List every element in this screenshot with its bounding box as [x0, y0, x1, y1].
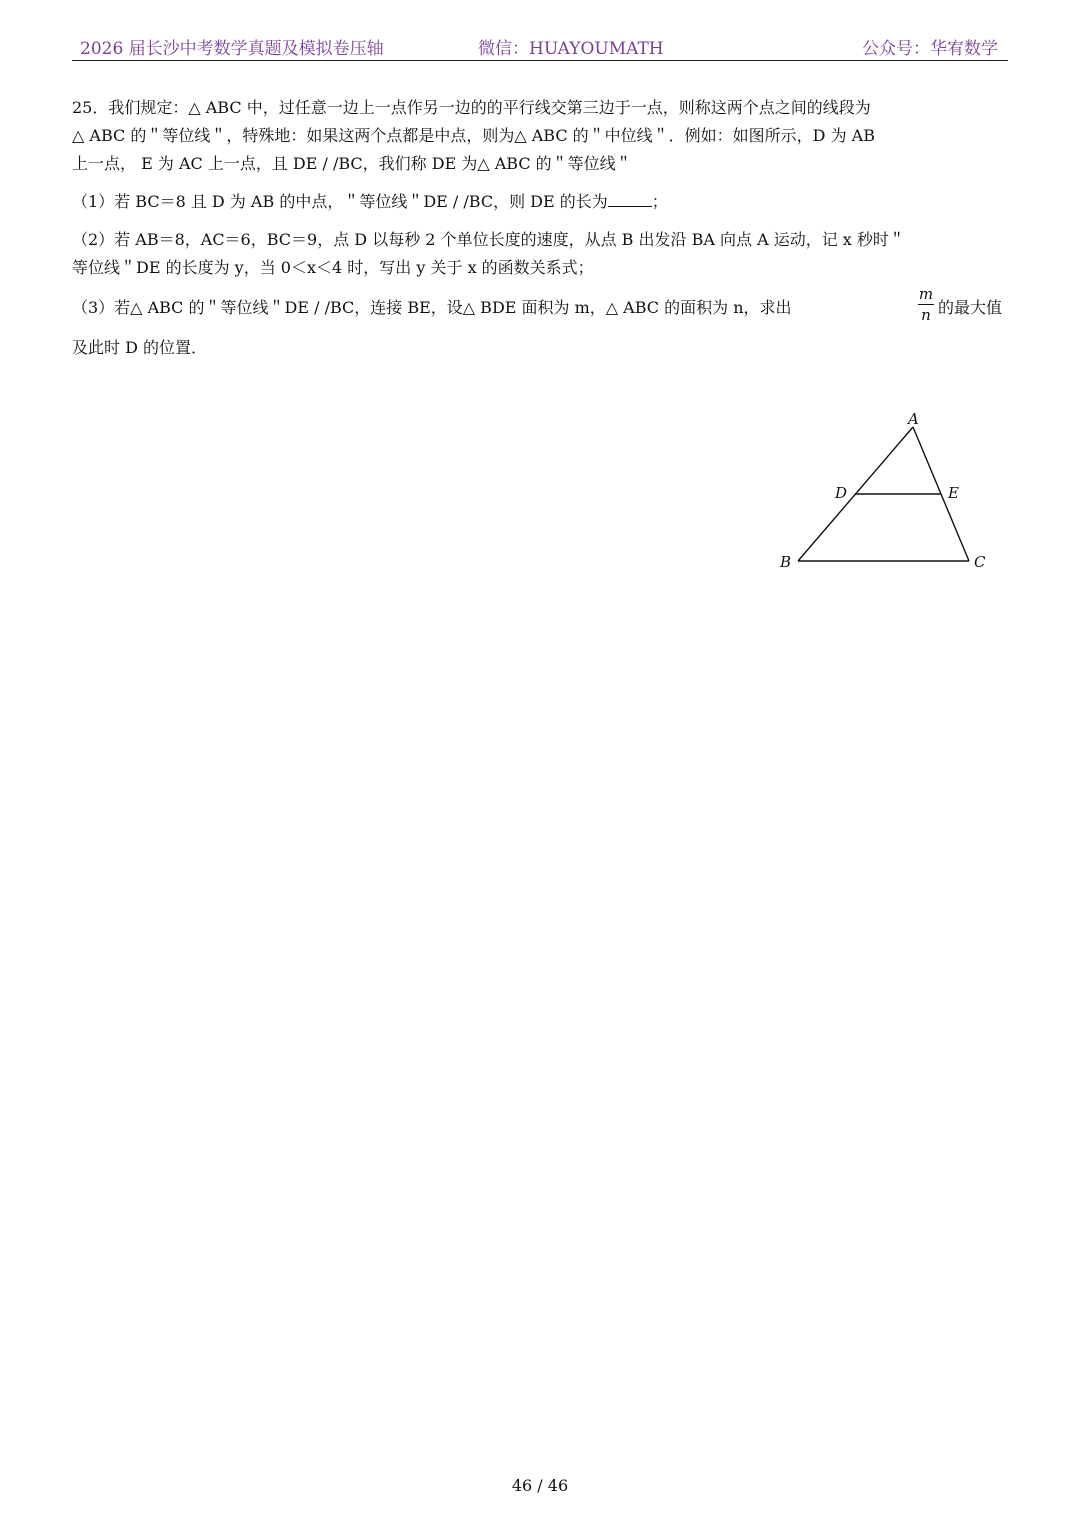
part-1-text: （1）若 BC＝8 且 D 为 AB 的中点，＂等位线＂DE / /BC，则 DE 的长为 [72, 192, 608, 211]
question-25 [72, 94, 1008, 358]
label-e: E [948, 484, 959, 502]
fraction-m-over-n [918, 284, 934, 325]
page-header [72, 30, 1008, 61]
triangle-figure [770, 405, 1000, 580]
header-wechat: 微信：HUAYOUMATH [478, 39, 664, 59]
question-intro-line-3: 上一点， E 为 AC 上一点，且 DE / /BC，我们称 DE 为△ ABC 的＂等位线＂ [72, 154, 632, 173]
part-2-line-2: 等位线＂DE 的长度为 y，当 0＜x＜4 时，写出 y 关于 x 的函数关系式； [72, 258, 594, 277]
question-part-1 [72, 188, 1008, 216]
part-3-line-1-end: 的最大值 [938, 298, 1003, 317]
fraction-numerator: m [918, 285, 934, 303]
question-intro-line-1: 25．我们规定：△ ABC 中，过任意一边上一点作另一边的的平行线交第三边于一点，则称这两个点之间的线段为 [72, 98, 871, 117]
part-1-end: ； [651, 192, 668, 211]
part-3-line-1: （3）若△ ABC 的＂等位线＂DE / /BC，连接 BE，设△ BDE 面积为 m，△ ABC 的面积为 n，求出 [72, 298, 792, 317]
label-a: A [908, 410, 919, 428]
question-intro-line-2: △ ABC 的＂等位线＂，特殊地：如果这两个点都是中点，则为△ ABC 的＂中位线＂．例如：如图所示，D 为 AB [72, 126, 875, 145]
question-part-2 [72, 226, 1008, 282]
question-part-3 [72, 285, 1008, 358]
page-number: 46 / 46 [511, 1476, 569, 1495]
header-title: 2026 届长沙中考数学真题及模拟卷压轴 [80, 39, 384, 59]
label-c: C [974, 553, 986, 571]
part-2-line-1: （2）若 AB＝8，AC＝6，BC＝9，点 D 以每秒 2 个单位长度的速度，从点 B 出发沿 BA 向点 A 运动，记 x 秒时＂ [72, 230, 905, 249]
fraction-denominator: n [921, 306, 931, 324]
label-d: D [835, 484, 848, 502]
part-3-line-2: 及此时 D 的位置． [72, 338, 208, 357]
header-account: 公众号：华宥数学 [862, 39, 998, 59]
triangle-diagram [770, 405, 1000, 580]
answer-blank [608, 190, 652, 207]
label-b: B [780, 553, 792, 571]
